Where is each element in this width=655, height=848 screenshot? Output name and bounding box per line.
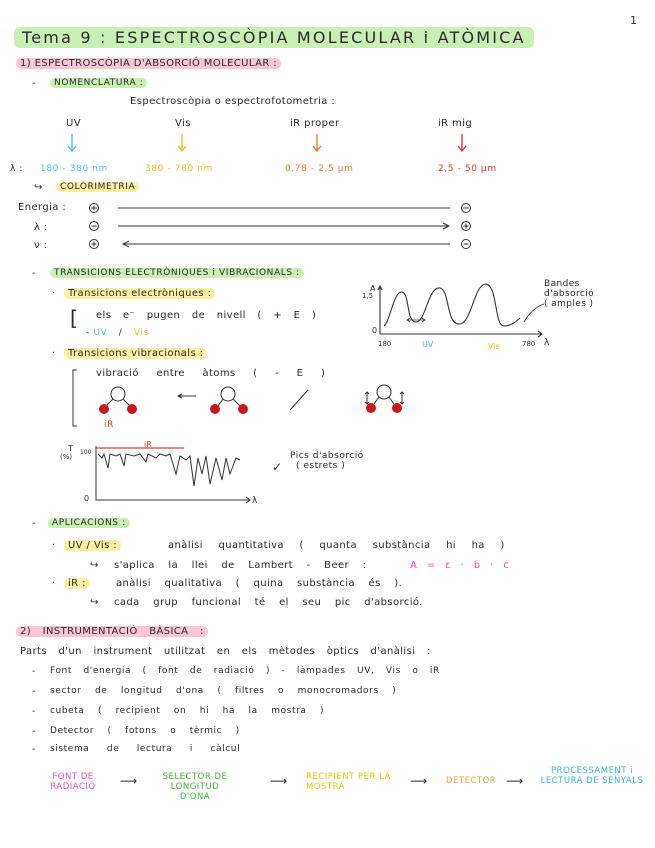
lambda-row-label: λ : <box>34 222 48 233</box>
energy-lines <box>0 198 655 254</box>
beer-formula: A = ε · b · c <box>410 560 510 571</box>
region-uv: UV <box>66 118 81 129</box>
instrument-item-1: Font d'energia ( font de radiació ) - làmpades UV, Vis o iR <box>50 666 440 676</box>
uv-graph-vis: Vis <box>488 342 500 351</box>
pics-line-1: Pics d'absorció <box>290 451 364 461</box>
bullet-dot: · <box>52 578 56 589</box>
ir-graph-lambda: λ <box>252 496 258 506</box>
uv-graph-lambda: λ <box>544 338 550 348</box>
region-arrows <box>0 130 655 160</box>
section-2-intro: Parts d'un instrument utilitzat en els mètodes òptics d'anàlisi : <box>20 646 431 657</box>
app-uv <box>64 540 121 551</box>
bandes-line-1: Bandes <box>544 279 580 289</box>
trans-vib-heading <box>64 348 207 359</box>
transicions-heading <box>50 268 304 278</box>
trans-elec-line: els e⁻ pugen de nivell ( + E ) <box>96 310 317 321</box>
ir-spectrum-graph <box>90 444 260 504</box>
flow-step-detector: DETECTOR <box>446 776 497 786</box>
flow-step-recipient: RECIPIENT PER LA MOSTRA <box>306 772 391 792</box>
bullet: - <box>32 744 37 755</box>
molecule-drawings <box>90 384 420 424</box>
bandes-label <box>544 279 594 309</box>
section-2-heading-text: 2) INSTRUMENTACIÓ BÀSICA : <box>16 626 208 637</box>
page-title-text: Tema 9 : ESPECTROSCÒPIA MOLECULAR i ATÒMICA <box>14 27 534 48</box>
range-uv: 180 - 380 nm <box>40 164 108 174</box>
page-number: 1 <box>630 14 637 27</box>
energia-label: Energia : <box>18 202 67 213</box>
hook-arrow: ↪ <box>90 597 99 608</box>
colorimetria-text: COLORIMETRIA <box>56 182 139 192</box>
ir-graph-0: 0 <box>84 494 90 503</box>
app-ir-label: iR : <box>64 578 90 589</box>
bullet-dot: · <box>52 540 56 551</box>
range-ir-proper: 0,78 - 2,5 μm <box>285 164 354 174</box>
transicions-heading-text: TRANSICIONS ELECTRÒNIQUES i VIBRACIONALS : <box>50 268 304 278</box>
instrument-item-4: Detector ( fotons o tèrmic ) <box>50 726 240 736</box>
trans-vib-text: Transicions vibracionals : <box>64 348 207 359</box>
nomenclatura-text: NOMENCLATURA : <box>50 78 147 88</box>
espectroscopia-line: Espectroscòpia o espectrofotometria : <box>130 96 336 107</box>
section-2-heading <box>16 626 208 637</box>
app-uv-label: UV / Vis : <box>64 540 121 551</box>
bullet: - <box>32 686 37 697</box>
app-ir <box>64 578 90 589</box>
bullet-dot: · <box>52 288 56 299</box>
aplicacions-text: APLICACIONS : <box>48 518 130 528</box>
instrument-item-2: sector de longitud d'ona ( filtres o monocromadors ) <box>50 686 397 696</box>
range-vis: 380 - 780 nm <box>145 164 213 174</box>
trans-elec-text: Transicions electròniques : <box>64 288 215 299</box>
bullet: - <box>32 78 37 89</box>
app-ir-text: anàlisi qualitativa ( quina substància és ). <box>116 578 403 589</box>
pics-line-2: ( estrets ) <box>296 461 346 471</box>
bullet: - <box>32 726 37 737</box>
aplicacions-heading <box>48 518 130 528</box>
uv-vis-vis: Vis <box>133 328 149 338</box>
app-uv-sub: s'aplica la llei de Lambert - Beer : <box>114 560 367 571</box>
uv-vis-line: - UV / Vis <box>86 328 149 338</box>
instrument-item-5: sistema de lectura i càlcul <box>50 744 241 754</box>
hook-arrow: ↪ <box>34 182 43 193</box>
flow-arrow-2: ⟶ <box>270 774 288 788</box>
flow-step-processament: PROCESSAMENT i LECTURA DE SENYALS <box>540 766 644 786</box>
region-ir-proper: iR proper <box>290 118 340 129</box>
bandes-line-2: d'absorció <box>544 289 595 299</box>
app-uv-text: anàlisi quantitativa ( quanta substància hi ha ) <box>168 540 505 551</box>
nu-row-label: ν : <box>34 240 48 251</box>
colorimetria <box>56 182 139 192</box>
ir-graph-ir: iR <box>144 440 152 449</box>
flow-step-selector: SELECTOR DE LONGITUD D'ONA <box>162 772 228 802</box>
page-title <box>14 28 534 47</box>
lambda-label: λ : <box>10 164 24 174</box>
ir-graph-T: T <box>68 444 73 453</box>
bullet: - <box>32 268 37 279</box>
bullet: - <box>32 706 37 717</box>
flow-arrow-1: ⟶ <box>120 774 138 788</box>
ir-graph-pct: (%) <box>60 453 73 461</box>
bullet: - <box>32 518 37 529</box>
bullet-dot: · <box>52 348 56 359</box>
bracket: [ <box>70 306 78 330</box>
uv-graph-0: 0 <box>372 326 378 335</box>
flow-arrow-4: ⟶ <box>506 774 524 788</box>
uv-graph-180: 180 <box>378 340 392 348</box>
uv-graph-780: 780 <box>522 340 536 348</box>
vib-line: vibració entre àtoms ( - E ) <box>96 368 326 379</box>
region-ir-mig: iR mig <box>438 118 473 129</box>
uv-graph-15: 1,5 <box>362 292 374 300</box>
bandes-pointer <box>520 302 550 326</box>
checkmark-icon: ✓ <box>272 460 283 474</box>
pics-label <box>290 451 364 471</box>
uv-vis-sep: / <box>118 328 123 338</box>
uv-graph-uv: UV <box>422 340 434 349</box>
section-1-heading-text: 1) ESPECTROSCÒPIA D'ABSORCIÓ MOLECULAR : <box>16 58 281 69</box>
bullet: - <box>32 666 37 677</box>
trans-elec-heading <box>64 288 215 299</box>
hook-arrow: ↪ <box>90 560 99 571</box>
bandes-line-3: ( amples ) <box>544 299 594 309</box>
instrument-item-3: cubeta ( recipient on hi ha la mostra ) <box>50 706 325 716</box>
app-ir-sub: cada grup funcional té el seu pic d'absorció. <box>114 597 423 608</box>
range-ir-mig: 2,5 - 50 μm <box>438 164 497 174</box>
vib-ir-label: iR <box>104 420 114 430</box>
vib-bracket <box>70 368 80 430</box>
flow-arrow-3: ⟶ <box>410 774 428 788</box>
uv-vis-uv: UV <box>93 328 108 338</box>
section-1-heading <box>16 58 281 69</box>
region-vis: Vis <box>175 118 191 129</box>
ir-graph-100: 100 <box>80 449 92 456</box>
uv-graph-A: A <box>370 284 376 293</box>
flow-step-font: FONT DE RADIACIÓ <box>50 772 96 792</box>
nomenclatura-heading <box>50 78 147 88</box>
